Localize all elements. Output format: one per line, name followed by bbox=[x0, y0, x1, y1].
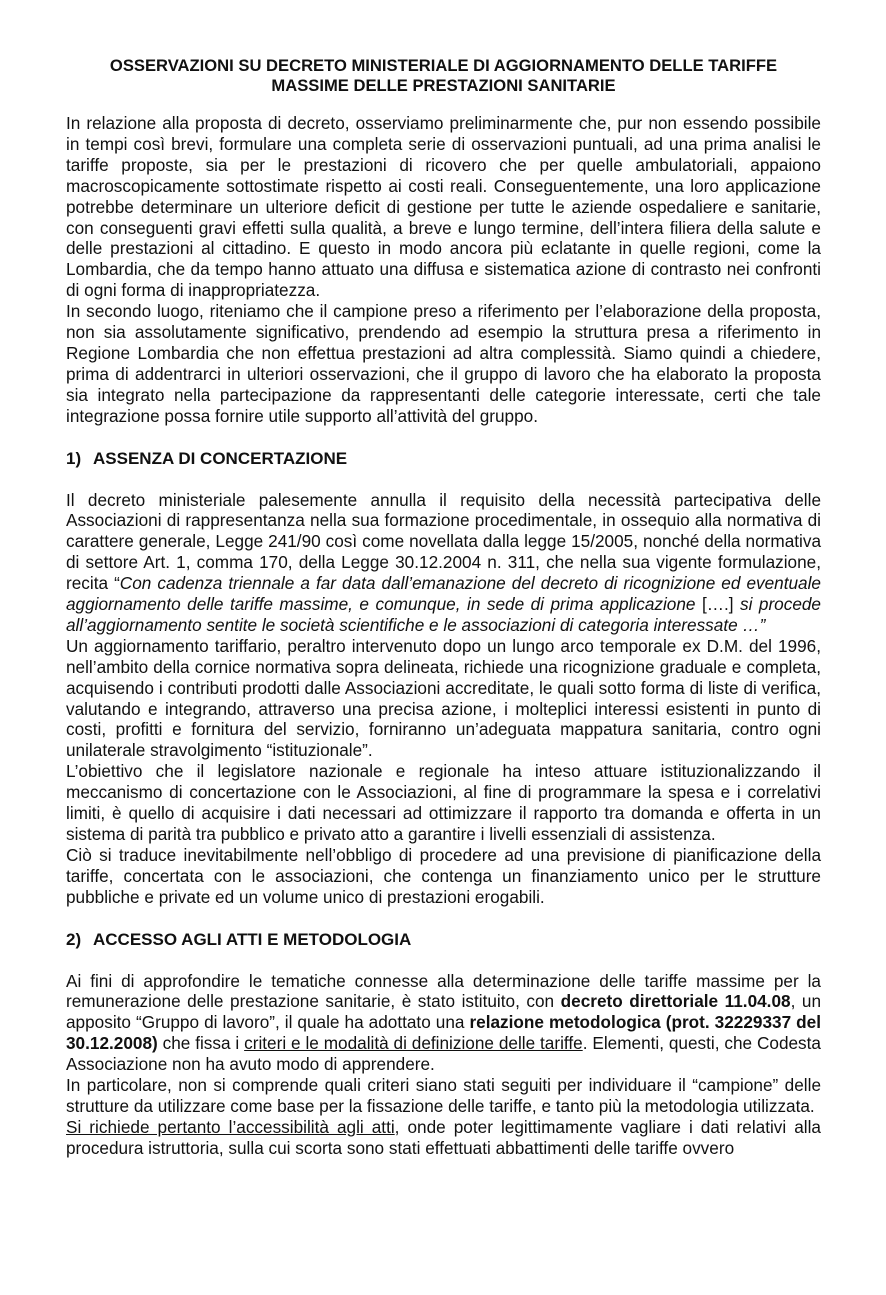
s1p1-text: Il decreto ministeriale palesemente annulla il requisito della necessità partecipativa delle Associazioni di rappresentanza nella sua formazione procedimentale, in ossequio alla normativa di carattere generale, Legge 241/90 così come novellata dalla legge 15/2005, nonché della normativa di settore Art. 1, comma 170, della Legge 30.12.2004 n. 311, che nella sua vigente formulazione, recita “ bbox=[66, 489, 821, 594]
section-1-paragraph-2: Un aggiornamento tariffario, peraltro intervenuto dopo un lungo arco temporale ex D.M. del 1996, nell’ambito della cornice normativa sopra delineata, richiede una ricognizione graduale e completa, acquisendo i contributi prodotti dalle Associazioni accreditate, le quali sotto forma di liste di verifica, valutando e integrando, attraverso una precisa azione, i molteplici interessi esistenti in punto di costi, profitti e fornitura del servizio, forniranno un’adeguata mappatura sanitaria, contro ogni unilaterale stravolgimento “istituzionale”. bbox=[66, 635, 821, 761]
document-page bbox=[66, 56, 821, 1159]
section-1-paragraph-3: L’obiettivo che il legislatore nazionale e regionale ha inteso attuare istituzionalizzando il meccanismo di concertazione con le Associazioni, al fine di programmare la spesa e i correlativi limiti, è quello di acquisire i dati necessari ad ottimizzare il rapporto tra domanda e offerta in un sistema di parità tra pubblico e privato atto a garantire i livelli essenziali di assistenza. bbox=[66, 761, 821, 844]
intro-paragraph-1: In relazione alla proposta di decreto, osserviamo preliminarmente che, pur non essendo possibile in tempi così brevi, formulare una completa serie di osservazioni puntuali, ad una prima analisi le tariffe proposte, sia per le prestazioni di ricovero che per quelle ambulatoriali, appaiono macroscopicamente sottostimate rispetto ai costi reali. Conseguentemente, una loro applicazione potrebbe determinare un ulteriore deficit di gestione per tutte le aziende ospedaliere e sanitarie, con conseguenti gravi effetti sulla qualità, a breve e lungo termine, dell’intera filiera della salute e delle prestazioni al cittadino. E questo in modo ancora più eclatante in quelle regioni, come la Lombardia, che da tempo hanno attuato una diffusa e sistematica azione di contrasto nei confronti di ogni forma di inappropriatezza. bbox=[66, 113, 821, 301]
s1p1-quote-1: Con cadenza triennale a far data dall’emanazione del decreto di ricognizione ed eventuale aggiornamento delle tariffe massime, e comunque, in sede di prima applicazione bbox=[66, 573, 821, 615]
s1p1-ellipsis: [….] bbox=[695, 594, 740, 615]
section-2-paragraph-2: In particolare, non si comprende quali criteri siano stati seguiti per individuare il “campione” delle strutture da utilizzare come base per la fissazione delle tariffe, e tanto più la metodologia utilizzata. bbox=[66, 1075, 821, 1116]
s2p1-bold-decree: decreto direttoriale 11.04.08 bbox=[560, 991, 791, 1012]
s2p3-underline-request: Si richiede pertanto l’accessibilità agli atti bbox=[66, 1116, 395, 1137]
section-2-paragraph-3 bbox=[66, 1117, 821, 1159]
document-title bbox=[66, 56, 821, 95]
s2p1-underline-criteri: criteri e le modalità di definizione delle tariffe bbox=[244, 1033, 583, 1054]
s2p3-text: , onde poter legittimamente vagliare i dati relativi alla procedura istruttoria, sulla cui scorta sono stati effettuati abbattimenti delle tariffe ovvero bbox=[66, 1116, 821, 1158]
section-2-heading bbox=[66, 930, 821, 951]
title-line-1: OSSERVAZIONI SU DECRETO MINISTERIALE DI AGGIORNAMENTO DELLE TARIFFE bbox=[109, 56, 778, 75]
section-1-heading bbox=[66, 449, 821, 470]
s1p1-quote-2: si procede all’aggiornamento sentite le società scientifiche e le associazioni di categoria interessate …” bbox=[66, 594, 821, 635]
section-1-paragraph-1 bbox=[66, 490, 821, 636]
section-2-paragraph-1 bbox=[66, 971, 821, 1076]
section-1-number: 1) bbox=[66, 448, 82, 468]
s2p1-text-b: , un apposito “Gruppo di lavoro”, il quale ha adottato una bbox=[66, 991, 822, 1033]
s2p1-text-c: che fissa i bbox=[157, 1033, 245, 1054]
title-line-2: MASSIME DELLE PRESTAZIONI SANITARIE bbox=[271, 75, 616, 95]
s2p1-text-d: . Elementi, questi, che Codesta Associazione non ha avuto modo di apprendere. bbox=[66, 1033, 821, 1075]
section-1-paragraph-4: Ciò si traduce inevitabilmente nell’obbligo di procedere ad una previsione di pianificazione della tariffe, concertata con le associazioni, che contenga un finanziamento unico per le strutture pubbliche e private ed un volume unico di prestazioni erogabili. bbox=[66, 844, 821, 907]
section-2-number: 2) bbox=[66, 929, 82, 949]
s2p1-bold-relazione: relazione metodologica (prot. 32229337 del 30.12.2008) bbox=[66, 1012, 821, 1054]
section-1-title: ASSENZA DI CONCERTAZIONE bbox=[93, 448, 348, 468]
s2p1-text-a: Ai fini di approfondire le tematiche connesse alla determinazione delle tariffe massime per la remunerazione delle prestazione sanitarie, è stato istituito, con bbox=[66, 970, 821, 1012]
intro-paragraph-2: In secondo luogo, riteniamo che il campione preso a riferimento per l’elaborazione della proposta, non sia assolutamente significativo, prendendo ad esempio la struttura presa a riferimento in Regione Lombardia che non effettua prestazioni ad altra complessità. Siamo quindi a chiedere, prima di addentrarci in ulteriori osservazioni, che il gruppo di lavoro che ha elaborato la proposta sia integrato nella partecipazione da rappresentanti delle categorie interessate, certi che tale integrazione possa fornire utile supporto all’attività del gruppo. bbox=[66, 301, 821, 426]
section-2-title: ACCESSO AGLI ATTI E METODOLOGIA bbox=[93, 929, 412, 949]
